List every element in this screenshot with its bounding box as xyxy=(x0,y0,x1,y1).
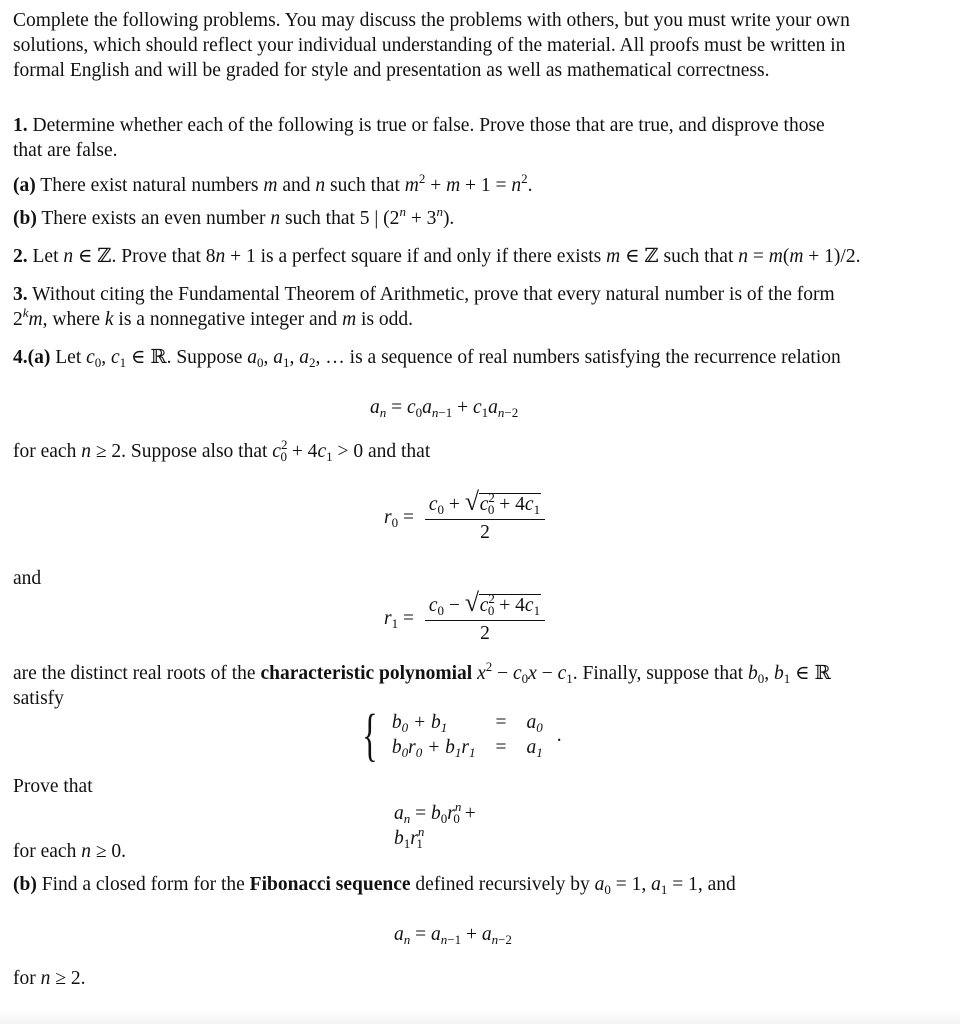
system-table: $b_0 + b_1$ = $a_0$ $b_0r_0 + b_1r_1$ = $a_1$ xyxy=(391,712,543,760)
problem-4a-number: 4.(a) xyxy=(13,347,51,368)
problem-4b-label: (b) xyxy=(13,874,37,895)
problem-3-line-2c: is a nonnegative integer and xyxy=(118,309,338,330)
recurrence-equation: $a_n = c_0a_{n-1} + c_1a_{n-2}$ xyxy=(370,397,519,420)
for-n2-text: for xyxy=(13,968,36,989)
r1-definition: $r_1$ = $c_0$ − √ $c^2_0 + 4c_1$ 2 xyxy=(384,593,545,646)
r0-definition: $r_0$ = $c_0$ + √ $c^2_0 + 4c_1$ 2 xyxy=(384,492,545,545)
problem-4b-and: , and xyxy=(697,874,736,895)
foreach-text: for each xyxy=(13,441,77,462)
problem-4b-text-2: defined recursively by xyxy=(415,874,590,895)
roots-text-2: . Finally, suppose that xyxy=(572,663,744,684)
problem-4b: (b) Find a closed form for the Fibonacci sequence defined recursively by $a_0 = 1$, $a_1 = 1$, and xyxy=(13,874,736,897)
intro-paragraph xyxy=(13,8,850,83)
problem-1-number: 1. xyxy=(13,115,28,136)
characteristic-polynomial-term: characteristic polynomial xyxy=(260,663,473,684)
roots-text-1: are the distinct real roots of the xyxy=(13,663,256,684)
fibonacci-recurrence: $a_n = a_{n-1} + a_{n-2}$ xyxy=(394,924,512,947)
intro-line-3: formal English and will be graded for style and presentation as well as mathematical correctness. xyxy=(13,60,770,81)
problem-1a-label: (a) xyxy=(13,175,36,196)
for-each-n0: for each n ≥ 0. xyxy=(13,841,127,862)
problem-3: 3. Without citing the Fundamental Theorem of Arithmetic, prove that every natural number is of the form 2$^k$m, where k is a nonnegative integer and m is odd. xyxy=(13,284,835,330)
problem-1-statement xyxy=(13,113,825,163)
closed-form-equation: $a_n = b_0r^n_0 + b_1r^n_1$ xyxy=(394,799,476,851)
left-brace: { xyxy=(362,702,378,767)
problem-1b-label: (b) xyxy=(13,208,37,229)
problem-3-line-2b: , where xyxy=(42,309,101,330)
problem-4a-roots: are the distinct real roots of the characteristic polynomial $x^2 - c_0x - c_1$. Finally, suppose that $b_0$, $b_1$ ∈ ℝ satisfy xyxy=(13,659,831,709)
problem-3-number: 3. xyxy=(13,284,28,305)
problem-4a-condition: for each n ≥ 2. Suppose also that $c^2_0 + 4c_1 > 0$ and that xyxy=(13,437,431,464)
bottom-fade xyxy=(0,1010,960,1024)
problem-1-line-1: Determine whether each of the following is true or false. Prove those that are true, and disprove those xyxy=(32,115,825,136)
problem-1a: (a) There exist natural numbers m and n such that $m^2 + m + 1 = n^2$. xyxy=(13,171,533,196)
linear-system: { $b_0 + b_1$ = $a_0$ $b_0r_0 + b_1r_1$ = $a_1$ . xyxy=(362,702,562,767)
and-that-text: and that xyxy=(367,441,431,462)
prove-that-text: Prove that xyxy=(13,776,93,797)
problem-3-line-2d: is odd. xyxy=(361,309,414,330)
problem-4b-text-1: Find a closed form for the xyxy=(41,874,245,895)
fibonacci-term: Fibonacci sequence xyxy=(249,874,411,895)
satisfy-text: satisfy xyxy=(13,688,64,709)
problem-2: 2. Let n ∈ ℤ. Prove that 8n + 1 is a perfect square if and only if there exists m ∈ ℤ such that n = m(m + 1)/2. xyxy=(13,246,861,267)
problem-1a-text: There exist natural numbers xyxy=(40,175,259,196)
problem-3-line-1: Without citing the Fundamental Theorem of Arithmetic, prove that every natural number is of the form xyxy=(32,284,835,305)
problem-4a-intro: 4.(a) Let $c_0$, $c_1$ ∈ ℝ. Suppose $a_0$, $a_1$, $a_2$, … is a sequence of real numbers satisfying the recurrence relation xyxy=(13,347,841,370)
problem-1-line-2: that are false. xyxy=(13,140,118,161)
for-n2: for n ≥ 2. xyxy=(13,968,86,989)
suppose-also-text: . Suppose also that xyxy=(121,441,268,462)
problem-2-number: 2. xyxy=(13,246,28,267)
and-text: and xyxy=(13,568,42,589)
problem-4a-let: Let xyxy=(55,347,82,368)
problem-1b: (b) There exists an even number n such that 5 | $(2^n + 3^n)$. xyxy=(13,204,455,229)
problem-4a-sequence-text: is a sequence of real numbers satisfying the recurrence relation xyxy=(349,347,841,368)
problem-4a-suppose: . Suppose xyxy=(166,347,243,368)
intro-line-1: Complete the following problems. You may discuss the problems with others, but you must write your own xyxy=(13,10,850,31)
for-each-n0-text: for each xyxy=(13,841,77,862)
intro-line-2: solutions, which should reflect your individual understanding of the material. All proofs must be written in xyxy=(13,35,846,56)
problem-2-text: Let xyxy=(32,246,59,267)
problem-1b-text: There exists an even number xyxy=(41,208,266,229)
